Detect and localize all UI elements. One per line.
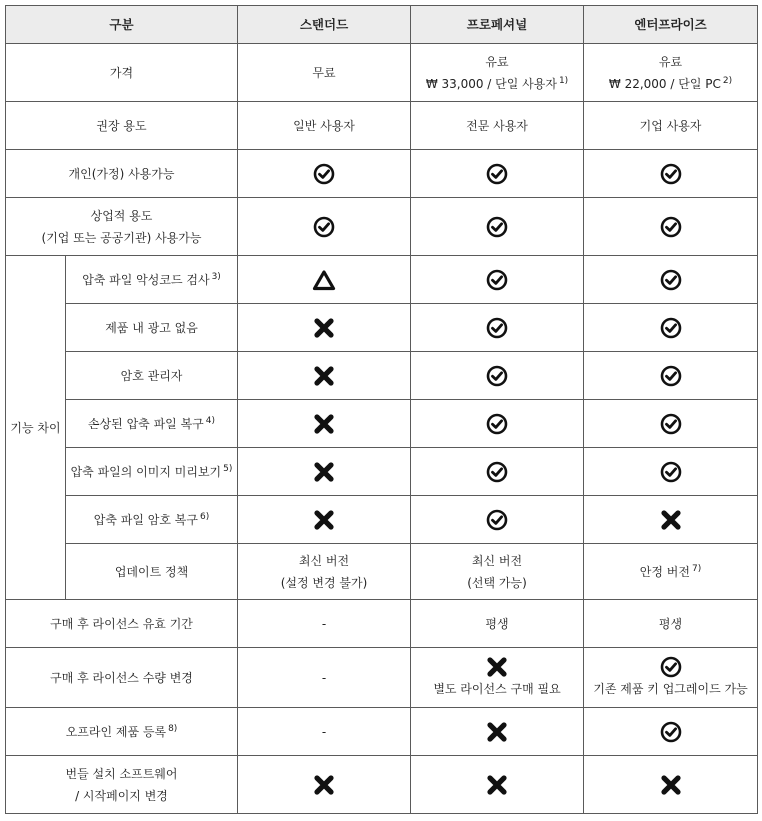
check-circle-icon	[486, 216, 508, 238]
cell-icon	[411, 448, 584, 496]
cell-icon	[411, 400, 584, 448]
feature-label	[66, 352, 238, 400]
check-circle-icon	[313, 216, 335, 238]
cell-note: 별도 라이선스 구매 필요	[433, 681, 561, 696]
feature-group-label: 기능 차이	[6, 256, 66, 600]
bundle-software-row	[6, 756, 758, 814]
cell-icon-note	[411, 648, 584, 708]
cell-icon	[238, 496, 411, 544]
update-line: 최신 버전	[298, 553, 350, 568]
cell-icon	[584, 708, 758, 756]
cross-icon	[313, 509, 335, 531]
check-circle-icon	[660, 269, 682, 291]
check-circle-icon	[486, 365, 508, 387]
cell-icon	[238, 150, 411, 198]
triangle-icon	[312, 269, 336, 291]
check-circle-icon	[486, 269, 508, 291]
check-circle-icon	[660, 413, 682, 435]
cell-icon	[411, 756, 584, 814]
feature-label	[66, 304, 238, 352]
row-label-line: 번들 설치 소프트웨어	[65, 766, 178, 781]
cell-value	[238, 544, 411, 600]
cell-icon	[584, 756, 758, 814]
cell-icon	[584, 352, 758, 400]
price-row	[6, 44, 758, 102]
cell-icon	[411, 256, 584, 304]
cell-icon	[411, 304, 584, 352]
cell-icon	[238, 352, 411, 400]
footnote-ref: 7)	[691, 563, 702, 574]
license-count-row	[6, 648, 758, 708]
update-line: (선택 가능)	[467, 575, 527, 590]
cell-icon	[238, 756, 411, 814]
feature-label	[66, 256, 238, 304]
price-type: 유료	[658, 54, 683, 69]
cross-icon	[486, 721, 508, 743]
cell-icon	[238, 400, 411, 448]
usage-row	[6, 102, 758, 150]
row-label: 개인(가정) 사용가능	[6, 150, 238, 198]
row-label-line: (기업 또는 공공기관) 사용가능	[41, 230, 202, 245]
cross-icon	[660, 509, 682, 531]
cross-icon	[660, 774, 682, 796]
price-amount: ₩ 33,000 / 단일 사용자	[425, 76, 557, 91]
cell-icon-note	[584, 648, 758, 708]
cell-icon	[411, 496, 584, 544]
cell-value: 전문 사용자	[411, 102, 584, 150]
feature-label-text: 압축 파일의 이미지 미리보기	[70, 464, 222, 479]
check-circle-icon	[486, 461, 508, 483]
feature-label	[66, 400, 238, 448]
footnote-ref: 6)	[199, 511, 210, 522]
cell-icon	[584, 496, 758, 544]
offline-registration-row	[6, 708, 758, 756]
cell-value: 평생	[411, 600, 584, 648]
feature-row	[6, 448, 758, 496]
feature-label-text: 암호 관리자	[120, 368, 183, 383]
check-circle-icon	[313, 163, 335, 185]
check-circle-icon	[660, 163, 682, 185]
cell-icon	[584, 150, 758, 198]
cell-icon	[584, 304, 758, 352]
cell-value: -	[238, 600, 411, 648]
row-label: 구매 후 라이선스 유효 기간	[6, 600, 238, 648]
feature-label	[66, 496, 238, 544]
feature-label	[66, 448, 238, 496]
comparison-table	[5, 5, 758, 814]
check-circle-icon	[660, 461, 682, 483]
price-type: 유료	[485, 54, 509, 69]
check-circle-icon	[660, 656, 682, 678]
cell-value: 무료	[238, 44, 411, 102]
footnote-ref: 5)	[223, 463, 233, 474]
feature-label: 업데이트 정책	[66, 544, 238, 600]
cell-value: -	[238, 648, 411, 708]
cell-note: 기존 제품 키 업그레이드 가능	[593, 681, 748, 696]
price-amount-wrap	[588, 73, 753, 95]
cell-icon	[584, 400, 758, 448]
feature-row	[6, 352, 758, 400]
row-label	[6, 198, 238, 256]
cross-icon	[313, 317, 335, 339]
footnote-ref: 2)	[722, 75, 733, 86]
check-circle-icon	[486, 163, 508, 185]
feature-row	[6, 256, 758, 304]
cell-icon	[584, 256, 758, 304]
update-line: (설정 변경 불가)	[280, 575, 368, 590]
row-label-line: 상업적 용도	[90, 208, 153, 223]
cell-icon	[415, 655, 579, 678]
cell-icon	[411, 352, 584, 400]
cell-icon	[584, 448, 758, 496]
row-label: 가격	[6, 44, 238, 102]
cell-value: -	[238, 708, 411, 756]
feature-row	[6, 400, 758, 448]
footnote-ref: 8)	[168, 723, 178, 734]
cross-icon	[486, 774, 508, 796]
check-circle-icon	[660, 365, 682, 387]
row-label	[6, 708, 238, 756]
header-category: 구분	[6, 6, 238, 44]
check-circle-icon	[660, 317, 682, 339]
commercial-use-row	[6, 198, 758, 256]
price-amount-wrap	[415, 73, 579, 95]
feature-row	[6, 304, 758, 352]
cell-icon	[411, 198, 584, 256]
cell-icon	[584, 198, 758, 256]
cell-value	[584, 44, 758, 102]
cell-value	[411, 44, 584, 102]
header-enterprise: 엔터프라이즈	[584, 6, 758, 44]
cross-icon	[313, 413, 335, 435]
header-standard: 스탠더드	[238, 6, 411, 44]
cell-value: 기업 사용자	[584, 102, 758, 150]
feature-label-text: 압축 파일 악성코드 검사	[82, 272, 210, 287]
check-circle-icon	[486, 413, 508, 435]
cross-icon	[313, 365, 335, 387]
cell-icon	[588, 655, 753, 678]
check-circle-icon	[486, 317, 508, 339]
header-professional: 프로페셔널	[411, 6, 584, 44]
cell-icon	[238, 256, 411, 304]
cell-icon	[238, 198, 411, 256]
row-label-line: / 시작페이지 변경	[75, 788, 168, 803]
personal-use-row	[6, 150, 758, 198]
row-label: 구매 후 라이선스 수량 변경	[6, 648, 238, 708]
check-circle-icon	[486, 509, 508, 531]
feature-label-text: 제품 내 광고 없음	[105, 320, 198, 335]
cross-icon	[313, 774, 335, 796]
footnote-ref: 1)	[558, 75, 569, 86]
cell-icon	[238, 304, 411, 352]
cell-value: 평생	[584, 600, 758, 648]
update-policy-row	[6, 544, 758, 600]
footnote-ref: 4)	[205, 415, 216, 426]
footnote-ref: 3)	[211, 271, 221, 282]
feature-label-text: 손상된 압축 파일 복구	[87, 416, 204, 431]
feature-row	[6, 496, 758, 544]
cell-icon	[411, 708, 584, 756]
row-label-text: 오프라인 제품 등록	[65, 724, 167, 739]
cell-value	[584, 544, 758, 600]
check-circle-icon	[660, 216, 682, 238]
license-period-row	[6, 600, 758, 648]
price-amount: ₩ 22,000 / 단일 PC	[608, 76, 721, 91]
update-text: 안정 버전	[639, 564, 690, 579]
cross-icon	[486, 656, 508, 678]
header-row	[6, 6, 758, 44]
check-circle-icon	[660, 721, 682, 743]
row-label	[6, 756, 238, 814]
cell-value: 일반 사용자	[238, 102, 411, 150]
cell-icon	[238, 448, 411, 496]
cross-icon	[313, 461, 335, 483]
row-label: 권장 용도	[6, 102, 238, 150]
cell-value	[411, 544, 584, 600]
cell-icon	[411, 150, 584, 198]
feature-label-text: 압축 파일 암호 복구	[93, 512, 198, 527]
update-line: 최신 버전	[471, 553, 523, 568]
